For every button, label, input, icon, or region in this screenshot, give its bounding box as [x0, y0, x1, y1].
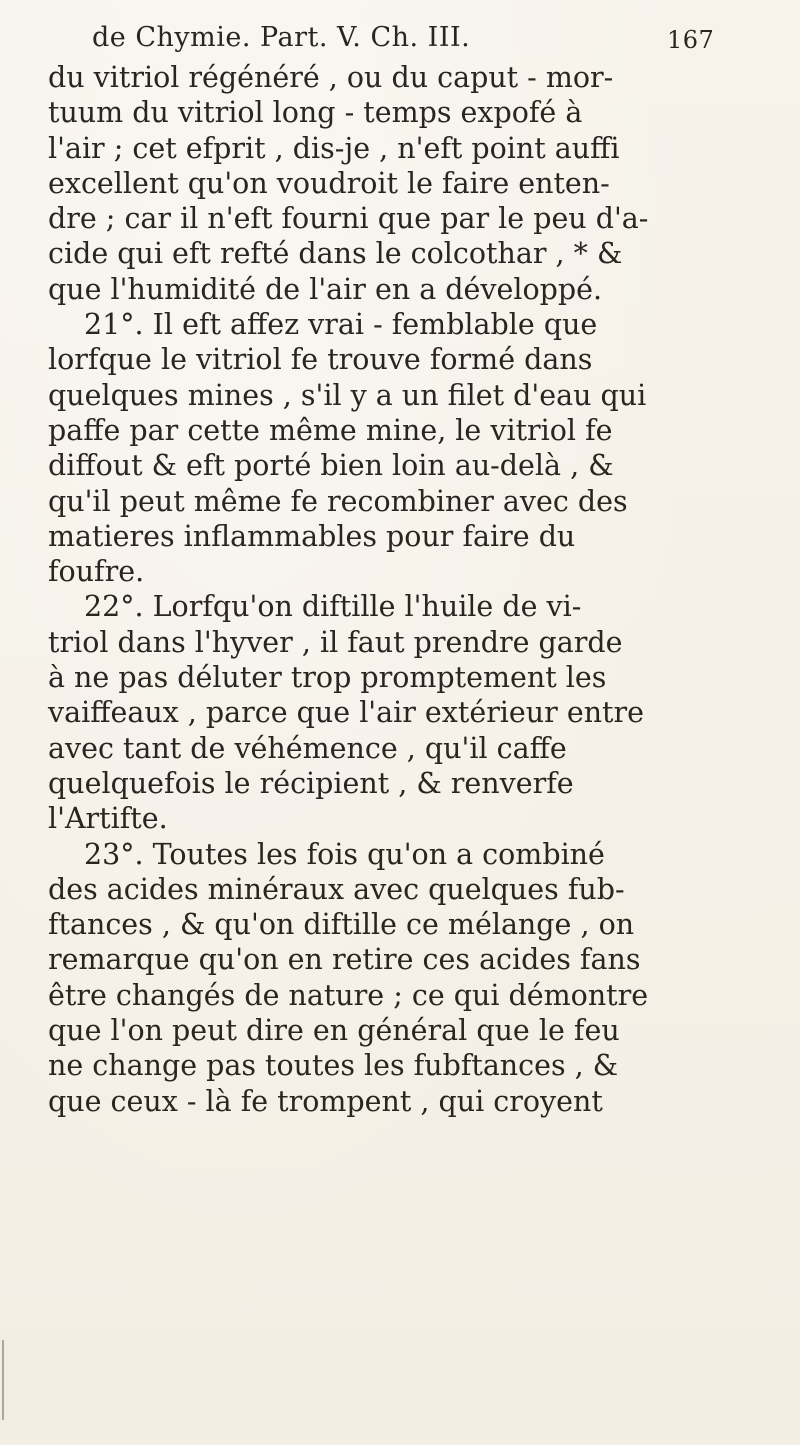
text-line: vaiffeaux , parce que l'air extérieur entre	[48, 696, 644, 730]
running-title: de Chymie. Part. V. Ch. III.	[92, 22, 471, 53]
page-header	[92, 22, 732, 62]
text-line: être changés de nature ; ce qui démontre	[48, 978, 649, 1012]
page-edge-mark	[2, 1340, 4, 1420]
text-line: quelques mines , s'il y a un filet d'eau qui	[48, 378, 647, 412]
text-line: cide qui eft refté dans le colcothar , * &	[48, 237, 623, 271]
text-line: foufre.	[48, 555, 145, 589]
text-line: qu'il peut même fe recombiner avec des	[48, 484, 628, 518]
paragraph-start-21: 21°. Il eft affez vrai - femblable que	[84, 308, 598, 342]
paragraph-start-23: 23°. Toutes les fois qu'on a combiné	[84, 837, 605, 871]
text-line: que l'humidité de l'air en a développé.	[48, 272, 603, 306]
text-line: lorfque le vitriol fe trouve formé dans	[48, 343, 593, 377]
text-line: triol dans l'hyver , il faut prendre garde	[48, 625, 623, 659]
page-number: 167	[667, 26, 715, 54]
text-line: dre ; car il n'eft fourni que par le peu d'a-	[48, 202, 649, 236]
text-line: des acides minéraux avec quelques fub-	[48, 872, 625, 906]
text-line: que l'on peut dire en général que le feu	[48, 1014, 620, 1048]
text-line: matieres inflammables pour faire du	[48, 519, 576, 553]
text-line: ftances , & qu'on diftille ce mélange , on	[48, 908, 635, 942]
text-line: quelquefois le récipient , & renverfe	[48, 766, 574, 800]
paragraph-start-22: 22°. Lorfqu'on diftille l'huile de vi-	[84, 590, 582, 624]
text-line: ne change pas toutes les fubftances , &	[48, 1049, 619, 1083]
text-line: que ceux - là fe trompent , qui croyent	[48, 1084, 603, 1118]
text-line: tuum du vitriol long - temps expofé à	[48, 96, 583, 130]
text-line: paffe par cette même mine, le vitriol fe	[48, 413, 613, 447]
text-line: diffout & eft porté bien loin au-delà , &	[48, 449, 614, 483]
text-line: à ne pas déluter trop promptement les	[48, 661, 607, 695]
text-line: remarque qu'on en retire ces acides fans	[48, 943, 641, 977]
text-line: avec tant de véhémence , qu'il caffe	[48, 731, 567, 765]
text-line: l'Artifte.	[48, 802, 168, 836]
text-line: l'air ; cet efprit , dis-je , n'eft point auffi	[48, 131, 620, 165]
body-text	[48, 60, 748, 1119]
text-line: du vitriol régénéré , ou du caput - mor-	[48, 61, 614, 94]
text-line: excellent qu'on voudroit le faire enten-	[48, 166, 610, 200]
